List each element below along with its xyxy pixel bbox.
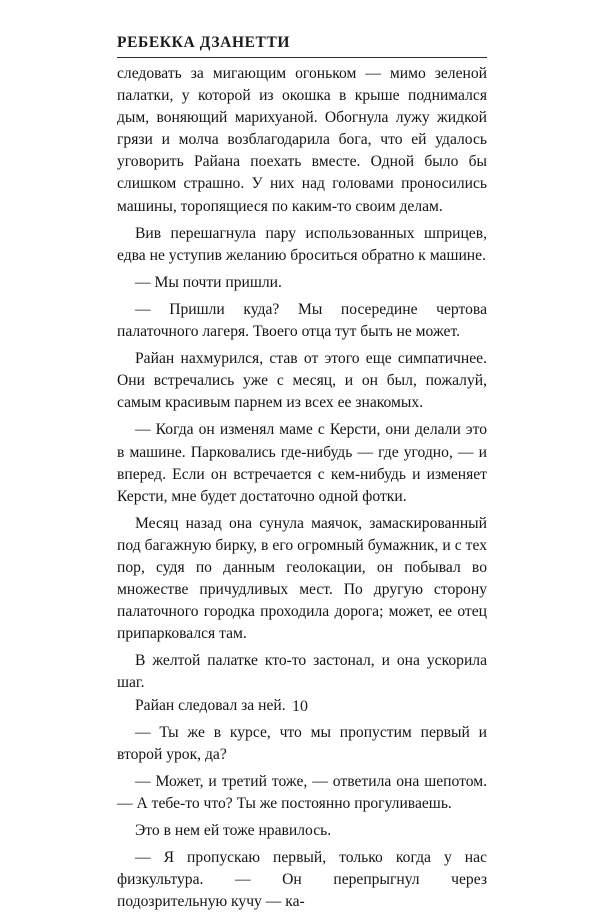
- paragraph: — Я пропускаю первый, только когда у нас физкультура. — Он перепрыгнул через подозрительную кучу — ка-: [117, 849, 487, 911]
- paragraph: Райан следовал за ней.: [135, 696, 286, 714]
- paragraph: В желтой палатке кто-то застонал, и она ускорила шаг.: [117, 652, 487, 692]
- paragraph: — Пришли куда? Мы посередине чертова палаточного лагеря. Твоего отца тут быть не может.: [117, 300, 487, 341]
- paragraph: — Когда он изменял маме с Керсти, они делали это в машине. Парковались где-нибудь — где угодно, — и вперед. Если он встречается с кем-нибудь и изменяет Керсти, мне будет достаточно одной фотки.: [117, 421, 487, 505]
- paragraph: Это в нем ей тоже нравилось.: [135, 822, 332, 839]
- paragraph: следовать за мигающим огоньком — мимо зеленой палатки, у которой из окошка в крыше поднимался дым, воняющий марихуаной. Обогнула лужу жидкой грязи и молча возблагодарила бога, что ей удалось уговорить Райана поехать вместе. Одной было бы слишком страшно. У них над головами проносились машины, торопящиеся по каким-то своим делам.: [117, 65, 487, 215]
- paragraph: — Может, и третий тоже, — ответила она шепотом. — А тебе-то что? Ты же постоянно прогуливаешь.: [117, 772, 487, 812]
- body-text: [117, 63, 487, 918]
- paragraph: — Мы почти пришли.: [135, 273, 282, 291]
- running-head: РЕБЕККА ДЗАНЕТТИ: [117, 34, 291, 51]
- paragraph: — Ты же в курсе, что мы пропустим первый и второй урок, да?: [117, 723, 487, 763]
- header-rule: [117, 57, 487, 58]
- page-number: 10: [292, 698, 308, 715]
- paragraph: Месяц назад она сунула маячок, замаскированный под багажную бирку, в его огромный бумажник, и с тех пор, судя по данным геолокации, он побывал во множестве причудливых мест. По другую сторону палаточного городка проходила дорога; может, ее отец припарковался там.: [117, 514, 487, 643]
- paragraph: Райан нахмурился, став от этого еще симпатичнее. Они встречались уже с месяц, и он был, пожалуй, самым красивым парнем из всех ее знакомых.: [117, 350, 487, 412]
- paragraph: Вив перешагнула пару использованных шприцев, едва не уступив желанию броситься обратно к машине.: [117, 224, 487, 264]
